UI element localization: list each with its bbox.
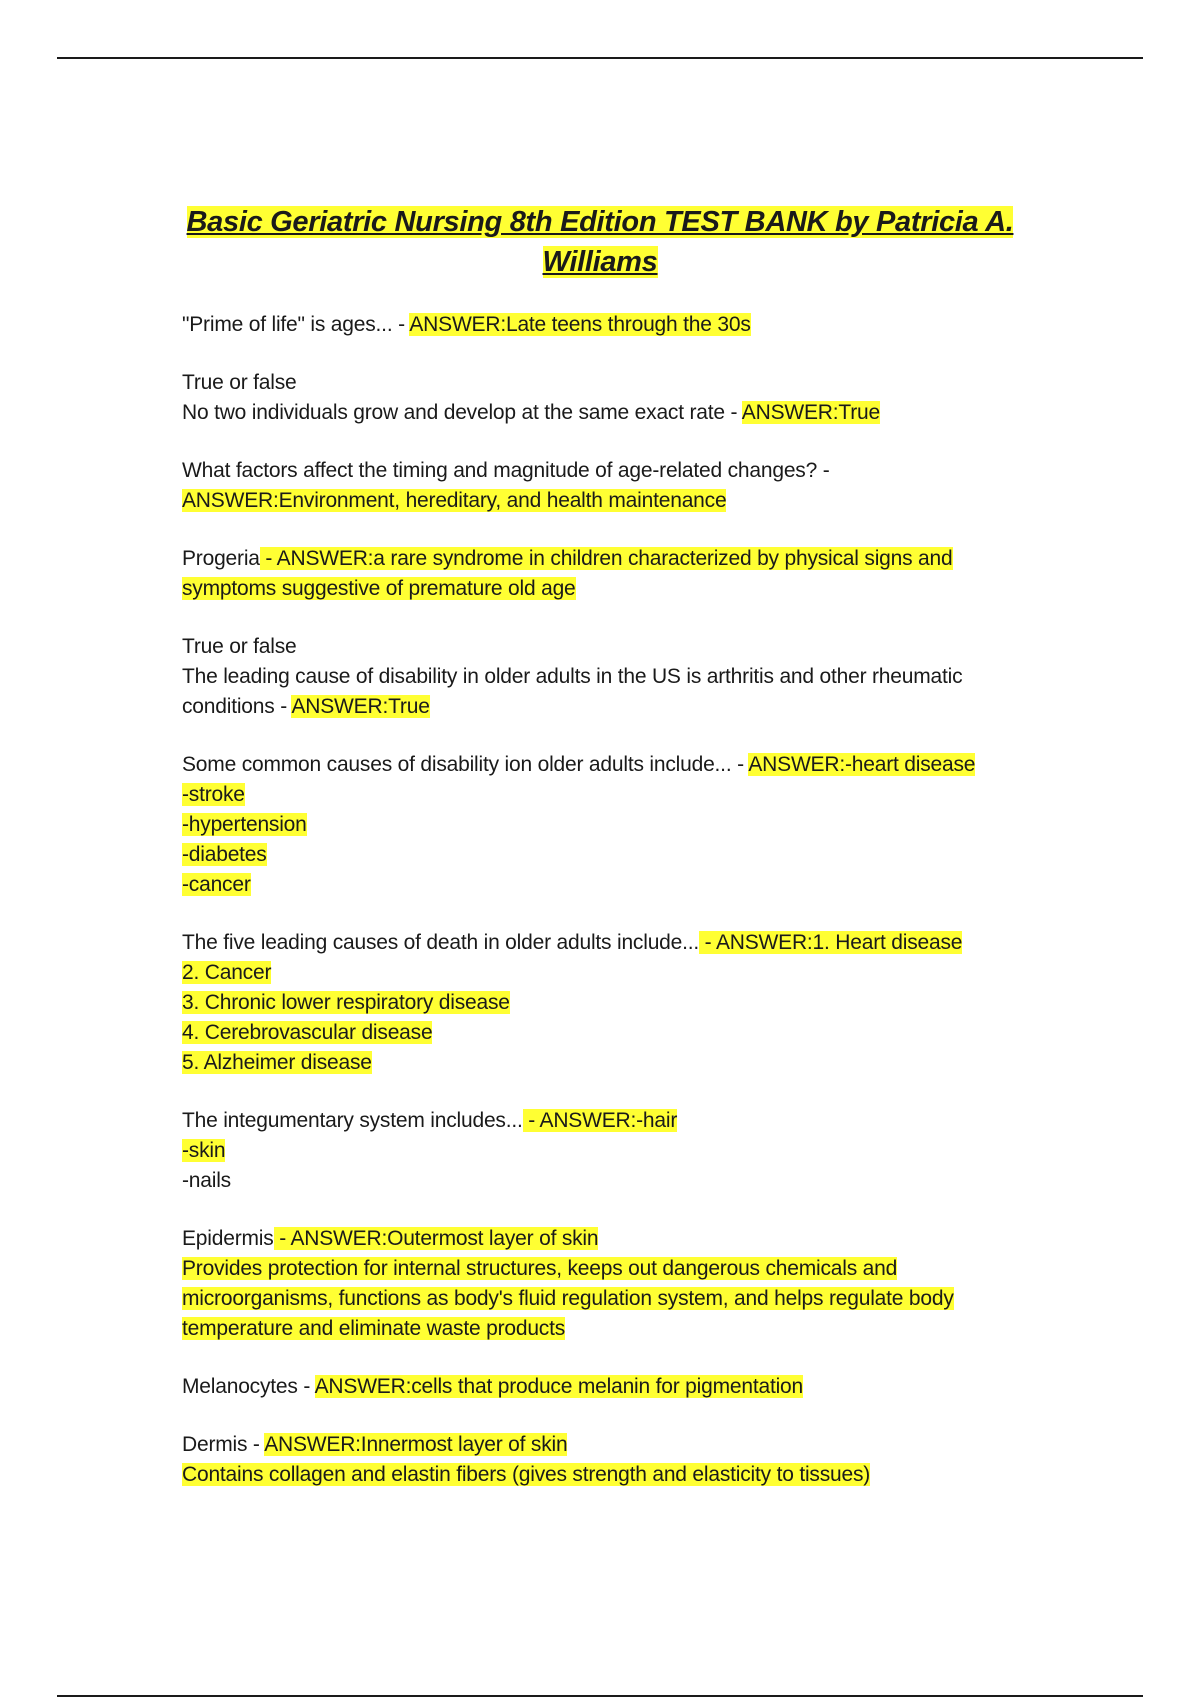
question-text: The five leading causes of death in older adults include... (182, 931, 700, 954)
answer-text: - ANSWER:-hair (522, 1109, 678, 1132)
separator: - (274, 695, 292, 718)
document-title (180, 202, 1020, 282)
separator: - (724, 401, 742, 424)
qa-item (182, 1224, 1032, 1344)
answer-line: -skin (182, 1139, 226, 1162)
qa-item (182, 1372, 1032, 1402)
question-text: What factors affect the timing and magnitude of age-related changes? (182, 459, 818, 482)
qa-item (182, 1106, 1032, 1196)
answer-line: Contains collagen and elastin fibers (gives strength and elasticity to tissues) (182, 1463, 871, 1486)
answer-line: -cancer (182, 873, 251, 896)
qa-item (182, 368, 1032, 428)
question-text: Progeria (182, 547, 260, 570)
answer-text: - ANSWER:a rare syndrome in children characterized by physical signs and symptoms suggestive of premature old age (182, 547, 953, 600)
question-prefix: True or false (182, 371, 297, 394)
answer-line: 2. Cancer (182, 961, 272, 984)
qa-item (182, 750, 1032, 900)
qa-item (182, 456, 1032, 516)
qa-item (182, 928, 1032, 1078)
answer-text: - ANSWER:1. Heart disease (699, 931, 963, 954)
answer-text: - ANSWER:Outermost layer of skin (273, 1227, 599, 1250)
qa-item (182, 1430, 1032, 1490)
header-rule (57, 57, 1143, 59)
separator: - (731, 753, 749, 776)
qa-item (182, 310, 1032, 340)
answer-line: 4. Cerebrovascular disease (182, 1021, 433, 1044)
answer-line: 5. Alzheimer disease (182, 1051, 372, 1074)
footer-rule (57, 1695, 1143, 1697)
answer-line: 3. Chronic lower respiratory disease (182, 991, 510, 1014)
answer-line: -hypertension (182, 813, 307, 836)
question-text: The integumentary system includes... (182, 1109, 523, 1132)
answer-text: ANSWER:True (741, 401, 881, 424)
qa-item (182, 544, 1032, 604)
answer-text: ANSWER:Environment, hereditary, and health maintenance (182, 489, 727, 512)
question-text: Melanocytes (182, 1375, 298, 1398)
question-text: "Prime of life" is ages... (182, 313, 393, 336)
question-text: Dermis (182, 1433, 248, 1456)
answer-line-plain: -nails (182, 1169, 231, 1192)
answer-text: ANSWER:cells that produce melanin for pigmentation (314, 1375, 804, 1398)
question-prefix: True or false (182, 635, 297, 658)
answer-line: -stroke (182, 783, 245, 806)
answer-text: ANSWER:Late teens through the 30s (409, 313, 751, 336)
answer-line: Provides protection for internal structures, keeps out dangerous chemicals and microorganisms, functions as body's fluid regulation system, and helps regulate body temperature and eliminate waste products (182, 1257, 954, 1340)
question-text: The leading cause of disability in older adults in the US is arthritis and other rheumatic conditions (182, 665, 963, 718)
separator: - (817, 459, 830, 482)
separator: - (247, 1433, 265, 1456)
answer-text: ANSWER:-heart disease (748, 753, 976, 776)
answer-text: ANSWER:Innermost layer of skin (264, 1433, 568, 1456)
document-title-text: Basic Geriatric Nursing 8th Edition TEST BANK by Patricia A. Williams (186, 206, 1014, 278)
separator: - (392, 313, 410, 336)
question-text: Some common causes of disability ion older adults include... (182, 753, 732, 776)
qa-list (182, 310, 1032, 1518)
qa-item (182, 632, 1032, 722)
answer-line: -diabetes (182, 843, 267, 866)
question-text: Epidermis (182, 1227, 274, 1250)
answer-text: ANSWER:True (291, 695, 430, 718)
separator: - (297, 1375, 315, 1398)
question-text: No two individuals grow and develop at the same exact rate (182, 401, 725, 424)
